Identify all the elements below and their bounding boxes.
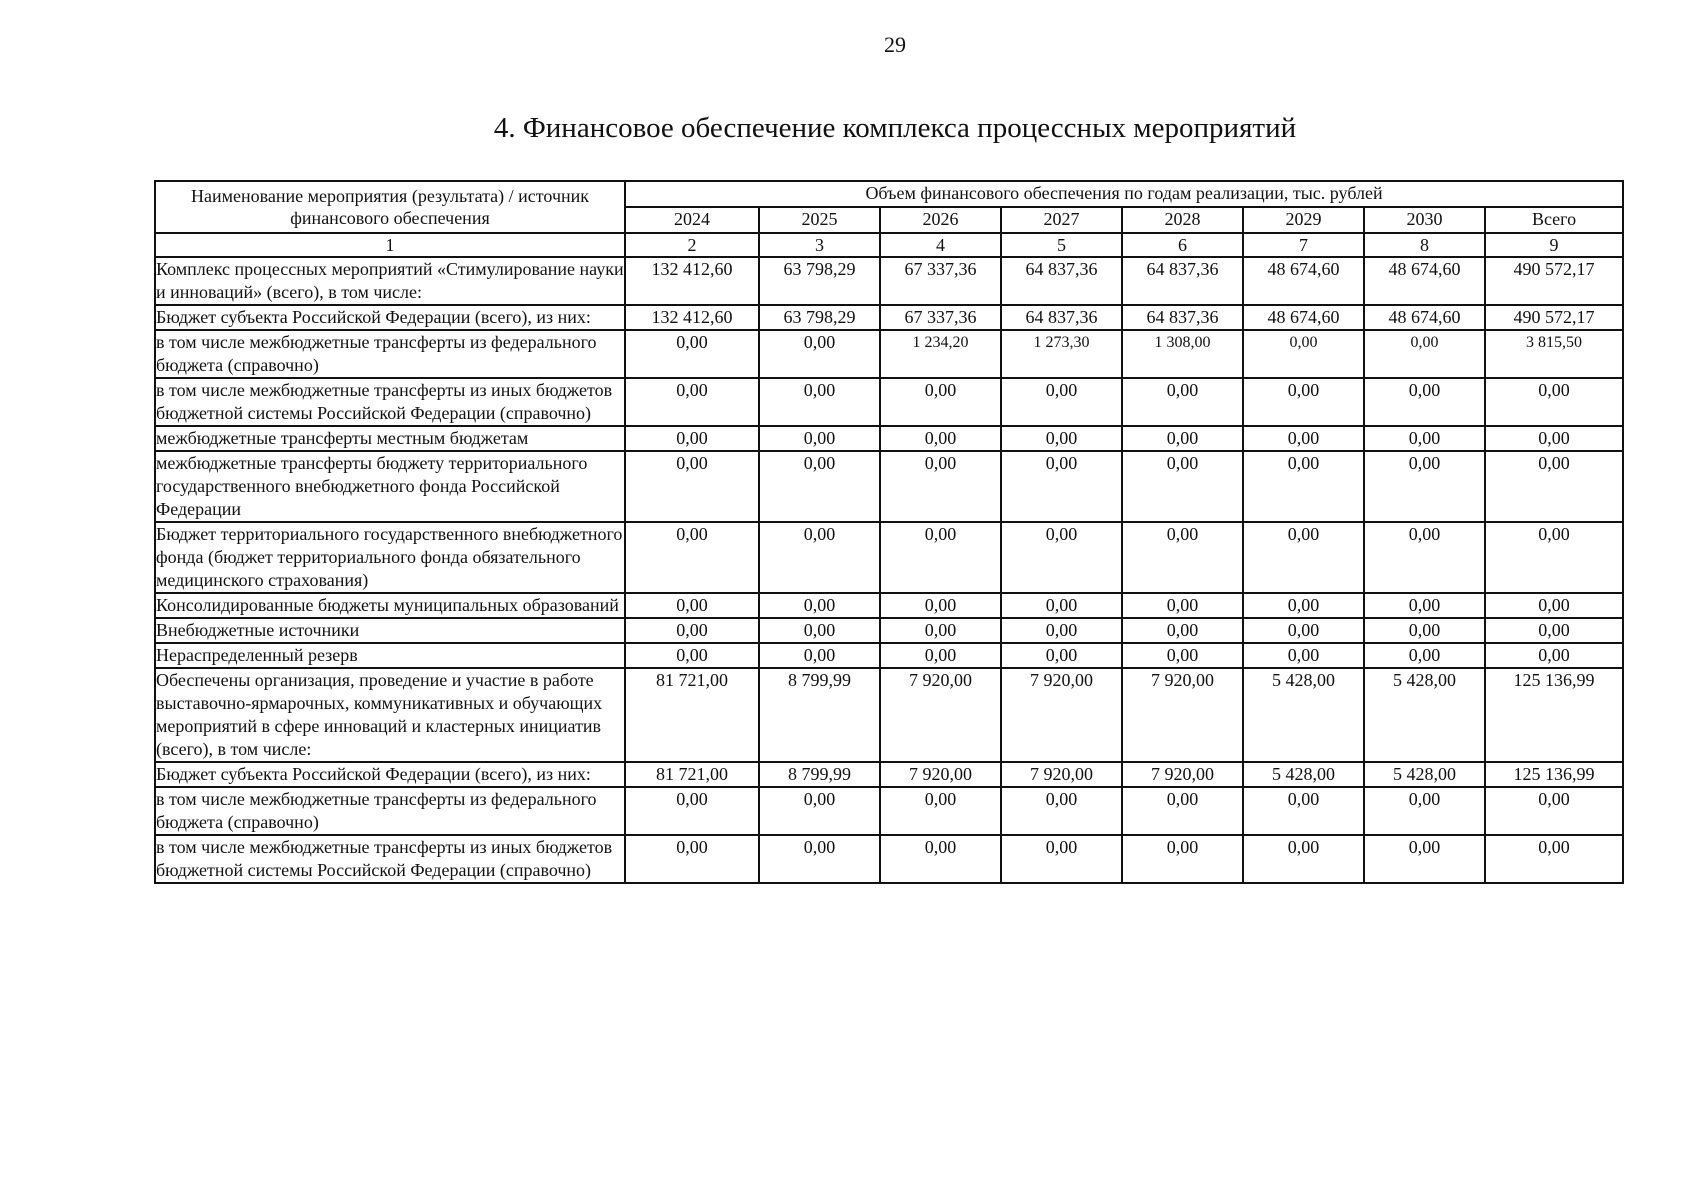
row-name: Бюджет территориального государственного внебюджетного фонда (бюджет территориального фонда обязательного медицинского страхования) (155, 522, 625, 593)
row-value: 0,00 (1001, 378, 1122, 426)
year-header: 2028 (1122, 207, 1243, 233)
table-row (155, 257, 1623, 305)
row-value: 64 837,36 (1122, 305, 1243, 330)
year-header: 2024 (625, 207, 759, 233)
row-value: 8 799,99 (759, 762, 880, 787)
row-value: 0,00 (1364, 643, 1485, 668)
row-value: 0,00 (625, 618, 759, 643)
row-name: в том числе межбюджетные трансферты из иных бюджетов бюджетной системы Российской Федерации (справочно) (155, 835, 625, 883)
row-value: 81 721,00 (625, 762, 759, 787)
table-row (155, 305, 1623, 330)
row-value: 0,00 (759, 643, 880, 668)
row-value: 5 428,00 (1364, 762, 1485, 787)
row-value: 5 428,00 (1364, 668, 1485, 762)
row-value: 0,00 (625, 835, 759, 883)
row-value: 0,00 (1122, 378, 1243, 426)
table-row (155, 762, 1623, 787)
column-number: 2 (625, 233, 759, 257)
row-value: 0,00 (880, 835, 1001, 883)
row-value: 0,00 (1243, 593, 1364, 618)
column-number: 9 (1485, 233, 1623, 257)
row-value: 0,00 (1122, 451, 1243, 522)
row-value: 0,00 (1243, 643, 1364, 668)
row-value: 81 721,00 (625, 668, 759, 762)
row-value: 0,00 (759, 330, 880, 378)
row-name: межбюджетные трансферты бюджету территориального государственного внебюджетного фонда Российской Федерации (155, 451, 625, 522)
table-row (155, 643, 1623, 668)
row-value: 0,00 (625, 522, 759, 593)
row-value: 0,00 (880, 426, 1001, 451)
row-value: 0,00 (1001, 643, 1122, 668)
table-row (155, 618, 1623, 643)
row-value: 1 234,20 (880, 330, 1001, 378)
table-row (155, 378, 1623, 426)
row-value: 132 412,60 (625, 257, 759, 305)
row-value: 0,00 (1364, 787, 1485, 835)
row-value: 0,00 (1001, 618, 1122, 643)
row-value: 0,00 (625, 378, 759, 426)
row-value: 0,00 (1001, 787, 1122, 835)
row-value: 0,00 (1122, 522, 1243, 593)
row-value: 0,00 (880, 522, 1001, 593)
row-name: в том числе межбюджетные трансферты из федерального бюджета (справочно) (155, 330, 625, 378)
row-value: 0,00 (1364, 451, 1485, 522)
row-value: 0,00 (1364, 618, 1485, 643)
row-total: 0,00 (1485, 451, 1623, 522)
row-name: в том числе межбюджетные трансферты из иных бюджетов бюджетной системы Российской Федерации (справочно) (155, 378, 625, 426)
row-value: 0,00 (1122, 643, 1243, 668)
row-value: 0,00 (1364, 593, 1485, 618)
row-value: 0,00 (880, 787, 1001, 835)
column-number-row (155, 233, 1623, 257)
row-value: 0,00 (1364, 835, 1485, 883)
row-total: 0,00 (1485, 618, 1623, 643)
row-value: 7 920,00 (1122, 762, 1243, 787)
row-value: 0,00 (880, 451, 1001, 522)
name-column-header: Наименование мероприятия (результата) / источник финансового обеспечения (155, 181, 625, 233)
row-value: 5 428,00 (1243, 762, 1364, 787)
column-number: 6 (1122, 233, 1243, 257)
table-row (155, 426, 1623, 451)
row-value: 0,00 (1364, 330, 1485, 378)
row-value: 64 837,36 (1001, 305, 1122, 330)
year-header: 2030 (1364, 207, 1485, 233)
row-name: Консолидированные бюджеты муниципальных образований (155, 593, 625, 618)
row-total: 490 572,17 (1485, 305, 1623, 330)
table-row (155, 330, 1623, 378)
row-value: 0,00 (880, 593, 1001, 618)
row-value: 48 674,60 (1364, 305, 1485, 330)
row-name: межбюджетные трансферты местным бюджетам (155, 426, 625, 451)
row-value: 48 674,60 (1243, 305, 1364, 330)
row-value: 0,00 (1243, 330, 1364, 378)
row-value: 5 428,00 (1243, 668, 1364, 762)
row-value: 7 920,00 (1001, 668, 1122, 762)
row-name: Бюджет субъекта Российской Федерации (всего), из них: (155, 762, 625, 787)
row-value: 0,00 (1122, 593, 1243, 618)
row-total: 125 136,99 (1485, 668, 1623, 762)
row-value: 0,00 (1243, 835, 1364, 883)
row-value: 0,00 (1001, 522, 1122, 593)
year-header: 2027 (1001, 207, 1122, 233)
row-value: 7 920,00 (880, 668, 1001, 762)
row-value: 8 799,99 (759, 668, 880, 762)
row-value: 0,00 (1122, 618, 1243, 643)
row-name: в том числе межбюджетные трансферты из федерального бюджета (справочно) (155, 787, 625, 835)
row-name: Нераспределенный резерв (155, 643, 625, 668)
row-value: 0,00 (1243, 426, 1364, 451)
total-header: Всего (1485, 207, 1623, 233)
row-value: 67 337,36 (880, 257, 1001, 305)
row-total: 0,00 (1485, 643, 1623, 668)
row-value: 0,00 (1243, 451, 1364, 522)
row-value: 64 837,36 (1122, 257, 1243, 305)
column-number: 1 (155, 233, 625, 257)
row-total: 0,00 (1485, 378, 1623, 426)
row-total: 0,00 (1485, 593, 1623, 618)
row-value: 0,00 (625, 451, 759, 522)
row-value: 64 837,36 (1001, 257, 1122, 305)
row-value: 0,00 (759, 378, 880, 426)
row-value: 63 798,29 (759, 257, 880, 305)
column-number: 7 (1243, 233, 1364, 257)
row-value: 0,00 (759, 451, 880, 522)
volume-header: Объем финансового обеспечения по годам реализации, тыс. рублей (625, 181, 1623, 207)
row-value: 0,00 (1001, 426, 1122, 451)
table-row (155, 668, 1623, 762)
table-row (155, 593, 1623, 618)
row-total: 3 815,50 (1485, 330, 1623, 378)
row-value: 48 674,60 (1364, 257, 1485, 305)
row-name: Комплекс процессных мероприятий «Стимулирование науки и инноваций» (всего), в том числе: (155, 257, 625, 305)
row-value: 7 920,00 (880, 762, 1001, 787)
row-value: 0,00 (625, 593, 759, 618)
year-header: 2026 (880, 207, 1001, 233)
row-value: 0,00 (1001, 593, 1122, 618)
table-row (155, 787, 1623, 835)
row-value: 0,00 (1364, 522, 1485, 593)
row-total: 0,00 (1485, 426, 1623, 451)
row-value: 0,00 (759, 787, 880, 835)
row-total: 125 136,99 (1485, 762, 1623, 787)
row-value: 0,00 (1122, 426, 1243, 451)
row-value: 0,00 (880, 643, 1001, 668)
row-value: 0,00 (1364, 426, 1485, 451)
row-value: 0,00 (625, 426, 759, 451)
year-header: 2029 (1243, 207, 1364, 233)
row-name: Внебюджетные источники (155, 618, 625, 643)
row-total: 0,00 (1485, 522, 1623, 593)
row-value: 63 798,29 (759, 305, 880, 330)
row-value: 0,00 (759, 593, 880, 618)
column-number: 5 (1001, 233, 1122, 257)
year-header: 2025 (759, 207, 880, 233)
table-row (155, 522, 1623, 593)
row-value: 0,00 (1243, 618, 1364, 643)
table-row (155, 835, 1623, 883)
column-number: 4 (880, 233, 1001, 257)
table-row (155, 451, 1623, 522)
row-value: 1 273,30 (1001, 330, 1122, 378)
row-value: 0,00 (625, 787, 759, 835)
row-value: 0,00 (625, 643, 759, 668)
row-value: 0,00 (625, 330, 759, 378)
financing-table (154, 180, 1624, 884)
row-value: 0,00 (1243, 378, 1364, 426)
page-title: 4. Финансовое обеспечение комплекса процессных мероприятий (493, 112, 1297, 144)
row-value: 0,00 (759, 835, 880, 883)
row-name: Обеспечены организация, проведение и участие в работе выставочно-ярмарочных, коммуникативных и обучающих мероприятий в сфере инноваций и кластерных инициатив (всего), в том числе: (155, 668, 625, 762)
row-value: 7 920,00 (1122, 668, 1243, 762)
row-value: 0,00 (1001, 835, 1122, 883)
row-value: 0,00 (880, 378, 1001, 426)
row-value: 0,00 (1243, 522, 1364, 593)
row-value: 0,00 (880, 618, 1001, 643)
row-total: 0,00 (1485, 835, 1623, 883)
row-value: 0,00 (1001, 451, 1122, 522)
row-value: 0,00 (1364, 378, 1485, 426)
row-value: 132 412,60 (625, 305, 759, 330)
row-value: 0,00 (759, 426, 880, 451)
row-total: 490 572,17 (1485, 257, 1623, 305)
column-number: 8 (1364, 233, 1485, 257)
row-value: 7 920,00 (1001, 762, 1122, 787)
row-value: 0,00 (1243, 787, 1364, 835)
row-value: 0,00 (1122, 835, 1243, 883)
row-total: 0,00 (1485, 787, 1623, 835)
row-value: 67 337,36 (880, 305, 1001, 330)
row-name: Бюджет субъекта Российской Федерации (всего), из них: (155, 305, 625, 330)
row-value: 0,00 (1122, 787, 1243, 835)
page-number: 29 (884, 32, 906, 57)
row-value: 1 308,00 (1122, 330, 1243, 378)
row-value: 0,00 (759, 522, 880, 593)
row-value: 0,00 (759, 618, 880, 643)
row-value: 48 674,60 (1243, 257, 1364, 305)
column-number: 3 (759, 233, 880, 257)
